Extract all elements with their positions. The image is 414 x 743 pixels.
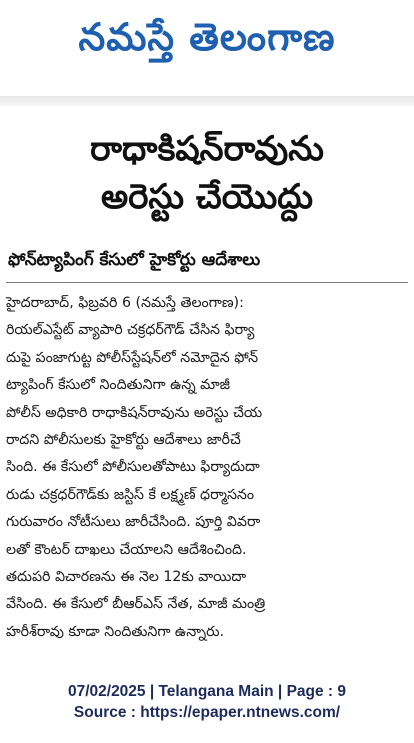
newspaper-masthead xyxy=(0,0,414,84)
article-line: పోలీస్ అధికారి రాధాకిషన్‌రావును అరెస్టు చేయ xyxy=(6,404,263,421)
headline-line-2: అరెస్టు చేయొద్దు xyxy=(101,177,313,217)
article-line: లతో కౌంటర్ దాఖలు చేయాలని ఆదేశించింది. xyxy=(6,541,247,558)
article-line: వేసింది. ఈ కేసులో బీఆర్‌ఎస్ నేత, మాజీ మంత్రి xyxy=(6,596,266,613)
subheadline-divider xyxy=(6,282,408,283)
article-line: సింది. ఈ కేసులో పోలీసులతోపాటు ఫిర్యాదుదా xyxy=(6,459,260,476)
headline-line-1: రాధాకిషన్‌రావును xyxy=(90,129,324,169)
article-headline xyxy=(0,125,414,221)
article-line: ట్యాపింగ్ కేసులో నిందితునిగా ఉన్న మాజీ xyxy=(6,377,231,394)
masthead-title: నమస్తే తెలంగాణ xyxy=(78,15,336,59)
footer-date-page: 07/02/2025 | Telangana Main | Page : 9 xyxy=(67,683,347,700)
article-line: హైదరాబాద్, ఫిబ్రవరి 6 (నమస్తే తెలంగాణ): xyxy=(6,295,244,311)
article-line: రుడు చక్రధర్‌గౌడ్‌కు జస్టిస్ కే లక్ష్మణ్ ధర్మాసనం xyxy=(6,486,255,503)
article-body xyxy=(6,290,408,646)
masthead-divider xyxy=(0,96,414,106)
footer-source-link[interactable]: Source : https://epaper.ntnews.com/ xyxy=(73,704,341,721)
article-line: దుపై పంజాగుట్ట పోలీస్‌స్టేషన్‌లో నమోదైన ఫోన్ xyxy=(6,349,259,366)
article-line: తదుపరి విచారణను ఈ నెల 12కు వాయిదా xyxy=(6,569,247,586)
source-footer xyxy=(0,681,414,723)
article-line: రియల్‌ఎస్టేట్ వ్యాపారి చక్రధర్‌గౌడ్ చేసిన ఫిర్యా xyxy=(6,322,255,339)
article-line: హరీశ్‌రావు కూడా నిందితునిగా ఉన్నారు. xyxy=(6,623,224,640)
article-subheadline: ఫోన్‌ట్యాపింగ్ కేసులో హైకోర్టు ఆదేశాలు xyxy=(8,250,261,270)
article-line: గురువారం నోటీసులు జారీచేసింది. పూర్తి వివరా xyxy=(6,514,261,531)
article-line: రాదని పోలీసులకు హైకోర్టు ఆదేశాలు జారీచే xyxy=(6,432,241,449)
